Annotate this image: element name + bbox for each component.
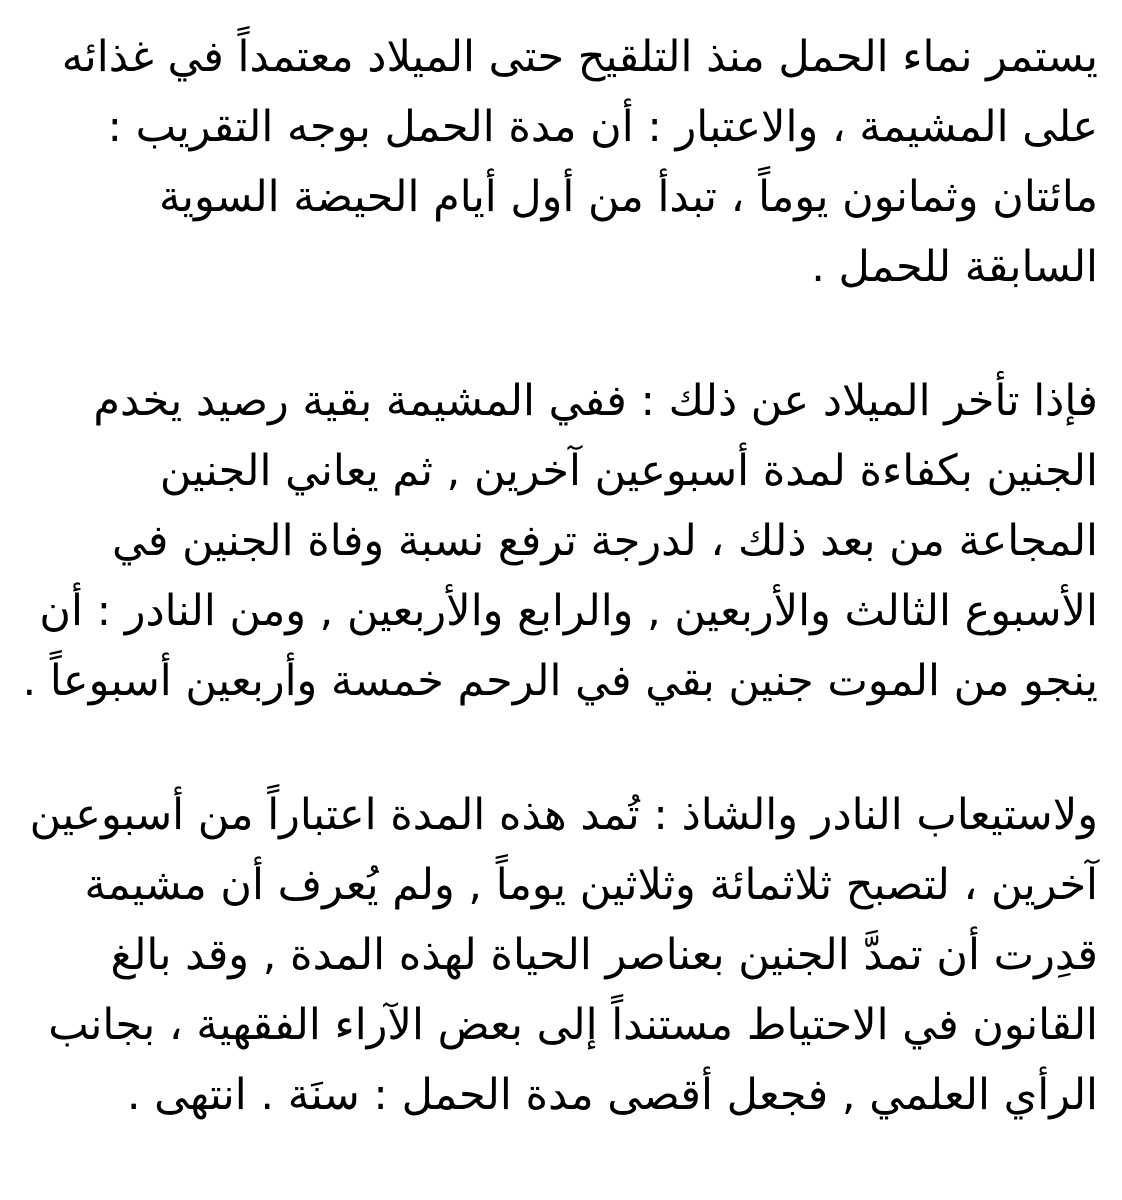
text-line: الأسبوع الثالث والأربعين , والرابع والأربعين , ومن النادر : أن	[39, 586, 1098, 636]
text-line: السابقة للحمل .	[811, 242, 1098, 292]
paragraph-2	[24, 366, 1098, 716]
text-line: مائتان وثمانون يوماً ، تبدأ من أول أيام الحيضة السوية	[158, 172, 1098, 222]
text-line: ولاستيعاب النادر والشاذ : تُمد هذه المدة اعتباراً من أسبوعين	[29, 790, 1098, 840]
paragraph-spacer	[24, 716, 1098, 780]
text-line: يستمر نماء الحمل منذ التلقيح حتى الميلاد معتمداً في غذائه	[61, 32, 1098, 82]
paragraph-spacer	[24, 302, 1098, 366]
text-line: قدِرت أن تمدَّ الجنين بعناصر الحياة لهذه المدة , وقد بالغ	[110, 930, 1098, 980]
text-line: المجاعة من بعد ذلك ، لدرجة ترفع نسبة وفاة الجنين في	[112, 516, 1098, 566]
text-line: على المشيمة ، والاعتبار : أن مدة الحمل بوجه التقريب :	[107, 102, 1098, 152]
text-line: آخرين ، لتصبح ثلاثمائة وثلاثين يوماً , ولم يُعرف أن مشيمة	[84, 860, 1098, 910]
text-line: ينجو من الموت جنين بقي في الرحم خمسة وأربعين أسبوعاً .	[22, 656, 1098, 706]
text-line: الرأي العلمي , فجعل أقصى مدة الحمل : سنَة . انتهى .	[126, 1070, 1098, 1120]
text-line: الجنين بكفاءة لمدة أسبوعين آخرين , ثم يعاني الجنين	[159, 446, 1098, 496]
paragraph-1	[24, 22, 1098, 302]
text-line: القانون في الاحتياط مستنداً إلى بعض الآراء الفقهية ، بجانب	[48, 1000, 1098, 1050]
text-line: فإذا تأخر الميلاد عن ذلك : ففي المشيمة بقية رصيد يخدم	[93, 376, 1098, 426]
paragraph-3	[24, 780, 1098, 1130]
